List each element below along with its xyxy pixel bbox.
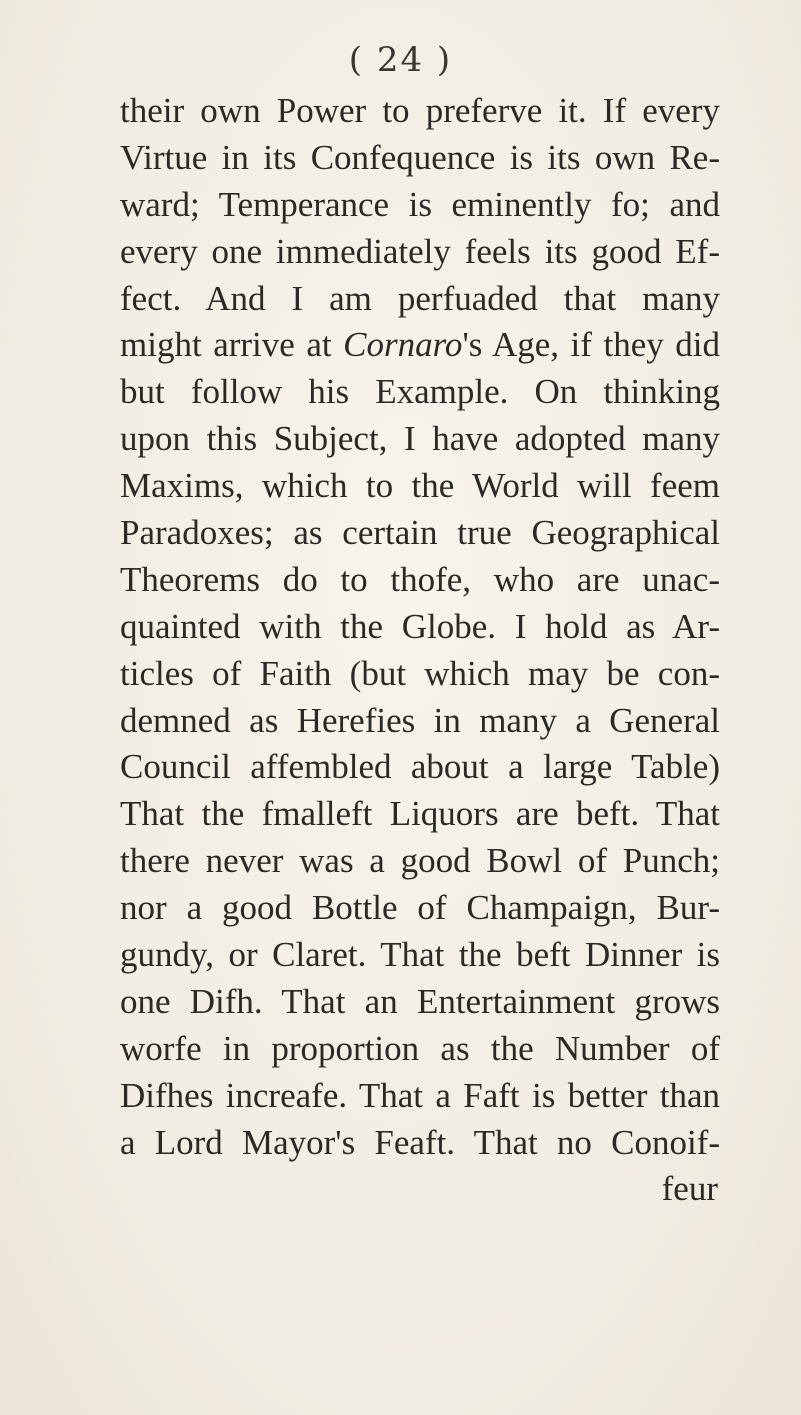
- text-line: That the fmalleft Liquors are beft. That: [120, 794, 720, 834]
- text-line: one Difh. That an Entertainment grows: [120, 981, 720, 1021]
- text-line: nor a good Bottle of Champaign, Bur-: [120, 888, 720, 928]
- text-line: Virtue in its Confequence is its own Re-: [120, 137, 720, 177]
- text-line: their own Power to preferve it. If every: [120, 91, 720, 130]
- text-line: Council affembled about a large Table): [120, 747, 720, 787]
- body-text: [120, 88, 720, 1213]
- text-line: quainted with the Globe. I hold as Ar-: [120, 606, 720, 646]
- text-line: every one immediately feels its good Ef-: [120, 231, 720, 271]
- text-line: Theorems do to thofe, who are unac-: [120, 559, 720, 599]
- text-line: gundy, or Claret. That the beft Dinner is: [120, 935, 720, 975]
- text-line: ticles of Faith (but which may be con-: [120, 653, 720, 693]
- text-line-prefix: might arrive at: [120, 325, 344, 365]
- text-line: upon this Subject, I have adopted many: [120, 419, 720, 459]
- text-line: Difhes increafe. That a Faft is better than: [120, 1075, 720, 1115]
- text-line: fect. And I am perfuaded that many: [120, 278, 720, 318]
- text-line: a Lord Mayor's Feaft. That no Conoif-: [120, 1122, 720, 1162]
- text-line: demned as Herefies in many a General: [120, 700, 720, 740]
- text-line: ward; Temperance is eminently fo; and: [120, 184, 720, 224]
- catchword: feur: [661, 1169, 718, 1209]
- text-line: worfe in proportion as the Number of: [120, 1028, 720, 1068]
- text-line: Paradoxes; as certain true Geographical: [120, 513, 720, 553]
- page-number: ( 24 ): [348, 40, 453, 80]
- text-line: but follow his Example. On thinking: [120, 372, 720, 412]
- italic-name: Cornaro: [343, 325, 463, 365]
- text-line: Maxims, which to the World will feem: [120, 466, 720, 506]
- text-line: there never was a good Bowl of Punch;: [120, 841, 720, 881]
- text-line-with-italic: [120, 322, 720, 369]
- text-line-rest: 's Age, if they did: [462, 325, 720, 365]
